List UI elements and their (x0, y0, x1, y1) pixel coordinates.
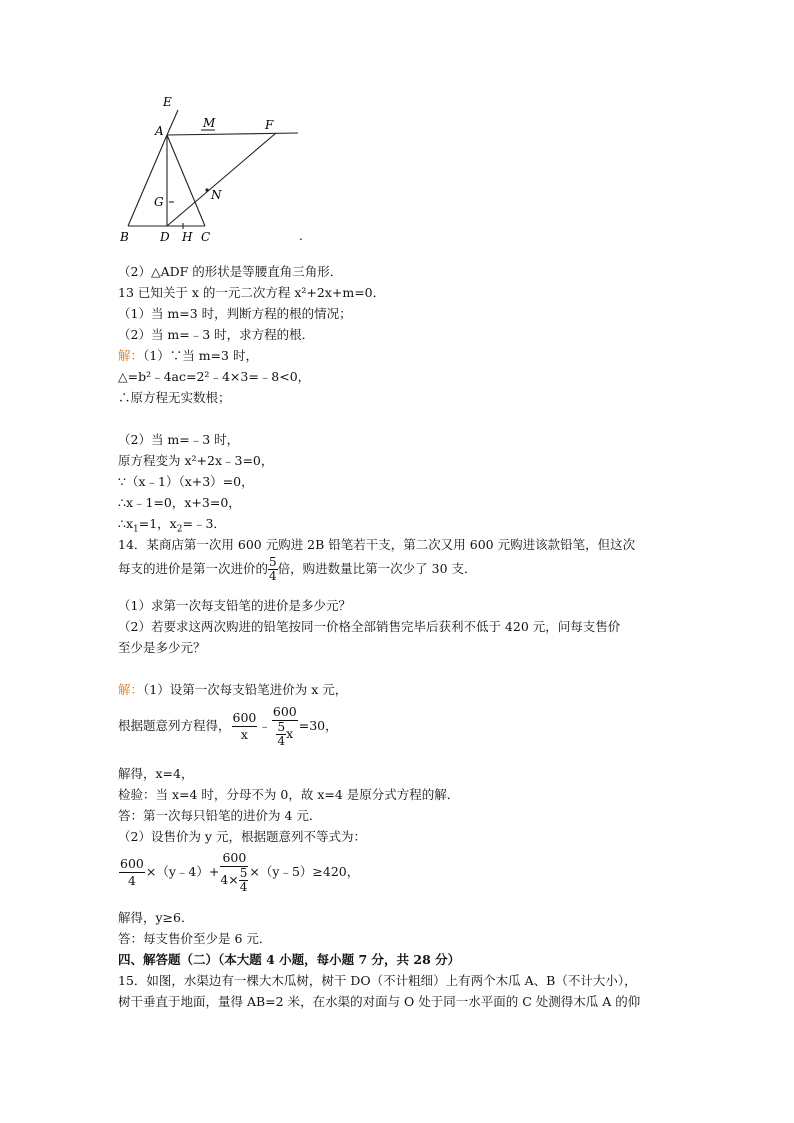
text-line: 解：（1）设第一次每支铅笔进价为 x 元， (118, 682, 348, 697)
problem-15-title: 15．如图，水渠边有一棵大木瓜树，树干 DO（不计粗细）上有两个木瓜 A、B（不计大小）， (118, 973, 637, 988)
label-g: G (154, 195, 164, 209)
label-c: C (201, 230, 211, 244)
text-line: △=b²﹣4ac=2²﹣4×3=﹣8<0， (118, 369, 311, 384)
geometry-figure (0, 0, 794, 250)
label-b: B (120, 230, 129, 244)
text-line: （2）当 m=﹣3 时， (118, 432, 240, 447)
text-line: 答：每支售价至少是 6 元． (118, 931, 272, 946)
label-m: M (203, 116, 216, 130)
text-line: （2）若要求这两次购进的铅笔按同一价格全部销售完毕后获利不低于 420 元，问每支售价 (118, 619, 621, 634)
label-n: N (211, 188, 222, 202)
section-heading: 四、解答题（二）（本大题 4 小题，每小题 7 分，共 28 分） (118, 952, 461, 967)
equation-line: 根据题意列方程得， $\frac{600}{x}$ ﹣ 600 $\frac{5}{4}$ x =30， (118, 704, 338, 748)
line-df (167, 133, 276, 226)
text-line: 解：（1）∵当 m=3 时， (118, 348, 258, 363)
label-h: H (182, 230, 193, 244)
text-line: 树干垂直于地面，量得 AB=2 米，在水渠的对面与 O 处于同一水平面的 C 处测得木瓜 A 的仰 (118, 994, 641, 1009)
text-line: （2）当 m=﹣3 时，求方程的根． (118, 327, 315, 342)
line-ae-extension (167, 110, 178, 135)
line-af (167, 133, 298, 135)
inequality-line: $\frac{600}{4}$ ×（y﹣4）+ 600 4× $\frac{5}{4}$ ×（y﹣5）≥420， (120, 850, 360, 894)
label-d: D (160, 230, 170, 244)
point-n (205, 188, 208, 191)
text-line: ∵（x﹣1）（x+3）=0， (118, 474, 254, 489)
text-line: 检验：当 x=4 时，分母不为 0，故 x=4 是原分式方程的解． (118, 787, 460, 802)
text-line: ∴x﹣1=0，x+3=0， (118, 495, 241, 510)
fraction-600-over-x: $\frac{600}{x}$ (232, 709, 257, 742)
text-line: ∴原方程无实数根； (118, 390, 231, 405)
fraction-600-over-five-fourths-x: 600 $\frac{5}{4}$ x (272, 704, 297, 748)
text-line: （2）△ADF 的形状是等腰直角三角形． (118, 264, 343, 279)
solution-label: 解： (118, 348, 144, 363)
trailing-dot: . (299, 229, 303, 243)
text-line: 原方程变为 x²+2x﹣3=0， (118, 453, 274, 468)
text-line: （1）求第一次每支铅笔的进价是多少元？ (118, 598, 351, 613)
fraction-600-over-4-times-five-fourths: 600 4× $\frac{5}{4}$ (220, 850, 248, 894)
side-ac (167, 135, 205, 226)
problem-13-title: 13 已知关于 x 的一元二次方程 x²+2x+m=0． (118, 285, 386, 300)
fraction-five-fourths: $\frac{5}{4}$ (269, 555, 277, 583)
text-line: 解得，y≥6． (118, 910, 194, 925)
label-e: E (163, 95, 172, 109)
label-f: F (265, 118, 274, 132)
label-a: A (155, 124, 164, 138)
text-line: 解得，x=4， (118, 766, 194, 781)
side-ab (128, 135, 167, 226)
fraction-600-over-4: $\frac{600}{4}$ (120, 855, 144, 888)
text-line: 每支的进价是第一次进价的 $\frac{5}{4}$ 倍，购进数量比第一次少了 30 支． (118, 555, 477, 583)
text-line: 答：第一次每只铅笔的进价为 4 元． (118, 808, 322, 823)
text-line: （1）当 m=3 时，判断方程的根的情况； (118, 306, 352, 321)
solution-label: 解： (118, 682, 144, 697)
text-line: 至少是多少元？ (118, 640, 206, 655)
text-line: （2）设售价为 y 元，根据题意列不等式为： (118, 829, 366, 844)
problem-14-title: 14．某商店第一次用 600 元购进 2B 铅笔若干支，第二次又用 600 元购进该款铅笔，但这次 (118, 537, 636, 552)
text-line: $\therefore x_1=1$，$x_2=﹣3$． (118, 516, 226, 535)
